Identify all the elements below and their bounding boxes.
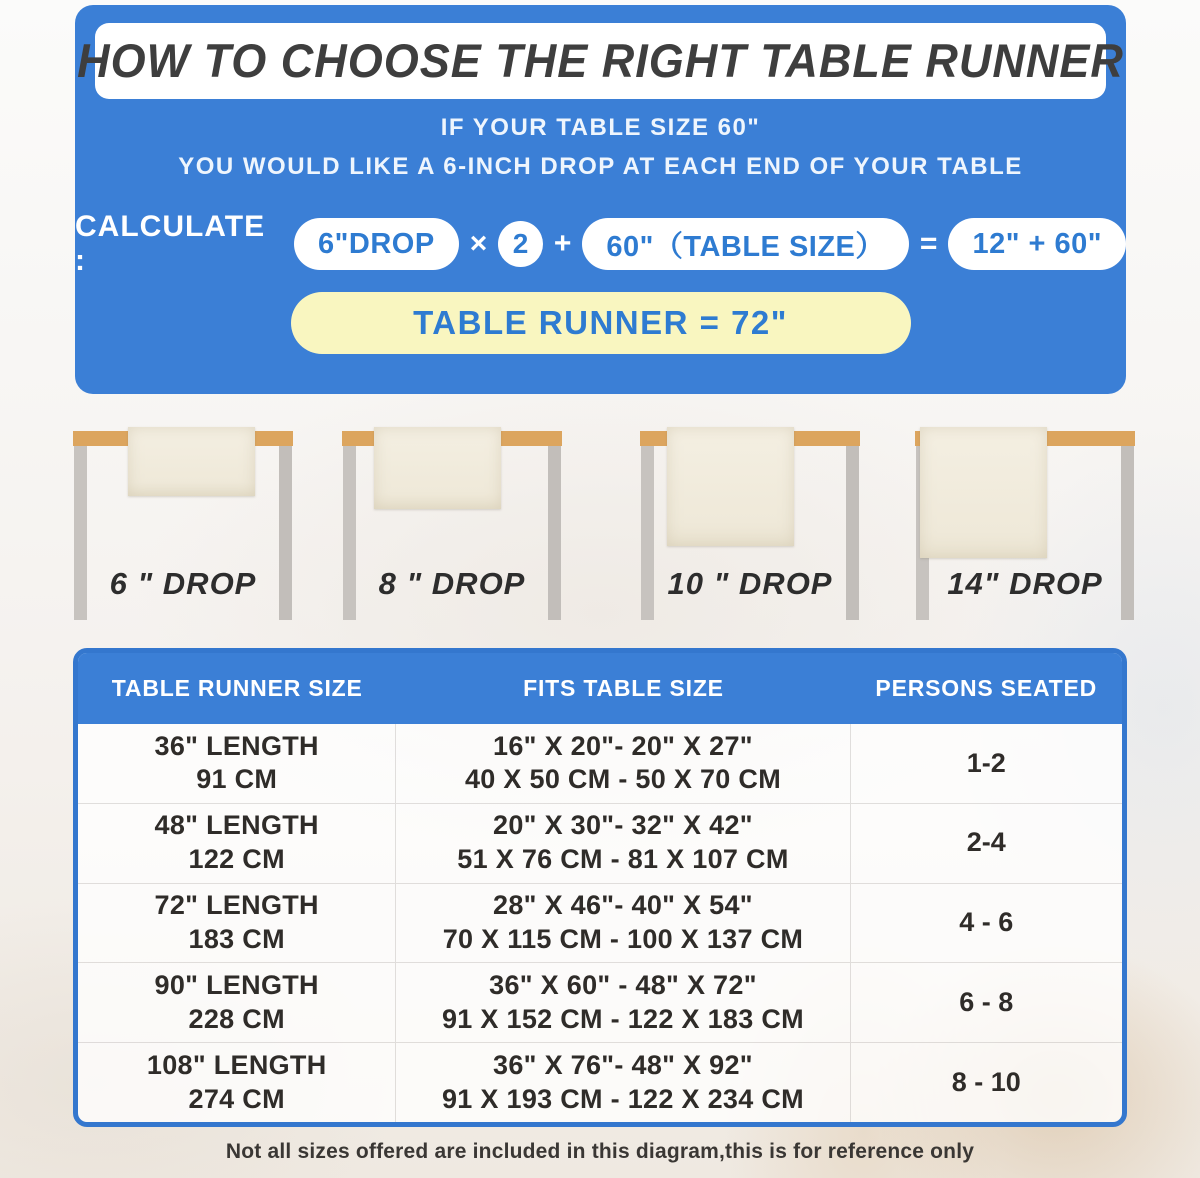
fits-size-inches: 36" X 76"- 48" X 92" [493, 1049, 753, 1080]
table-figure-14-drop [915, 426, 1135, 626]
size-chart-header [78, 653, 1122, 724]
drop-label: 10 " DROP [667, 566, 833, 601]
fits-size-cell [396, 724, 850, 803]
runner-size-inches: 108" LENGTH [146, 1049, 327, 1080]
persons-cell [851, 747, 1122, 781]
reference-disclaimer: Not all sizes offered are included in this diagram,this is for reference only [225, 1140, 975, 1163]
fits-size-cell [396, 804, 850, 883]
persons-count: 8 - 10 [951, 1066, 1021, 1097]
persons-count: 1-2 [966, 747, 1006, 778]
table-runner-illustration [374, 427, 501, 509]
calculate-label: CALCULATE : [75, 210, 266, 277]
runner-size-cm: 91 CM [196, 764, 278, 795]
runner-size-inches: 48" LENGTH [154, 810, 319, 841]
size-chart-panel [73, 648, 1127, 1127]
runner-size-cell [78, 963, 396, 1042]
drop-diagrams [0, 426, 1200, 631]
column-header-fits-table-size: FITS TABLE SIZE [523, 675, 724, 701]
fits-size-cm: 91 X 193 CM - 122 X 234 CM [441, 1083, 804, 1114]
runner-size-cm: 274 CM [188, 1083, 285, 1114]
fits-size-inches: 36" X 60" - 48" X 72" [489, 970, 757, 1001]
fits-size-inches: 20" X 30"- 32" X 42" [493, 810, 753, 841]
table-row [78, 883, 1122, 963]
runner-size-cell [78, 1043, 396, 1122]
intro-panel [75, 5, 1126, 394]
multiply-sign: × [469, 227, 488, 260]
persons-cell [851, 826, 1122, 860]
persons-count: 4 - 6 [959, 907, 1014, 938]
drop-label: 14" DROP [947, 566, 1103, 601]
runner-result-pill: TABLE RUNNER = 72" [291, 292, 911, 354]
plus-sign: + [553, 227, 572, 260]
persons-cell [851, 1066, 1122, 1100]
table-runner-illustration [667, 427, 794, 546]
persons-count: 2-4 [966, 827, 1006, 858]
title-banner [77, 23, 1124, 99]
drop-label: 6 " DROP [109, 566, 257, 601]
fits-size-cell [396, 963, 850, 1042]
runner-size-inches: 90" LENGTH [154, 970, 319, 1001]
table-row [78, 962, 1122, 1042]
persons-cell [851, 906, 1122, 940]
runner-size-cell [78, 804, 396, 883]
drop-label: 8 " DROP [378, 566, 526, 601]
runner-size-cell [78, 884, 396, 963]
runner-size-cm: 183 CM [188, 923, 285, 954]
drop-value-pill: 6"DROP [294, 218, 459, 270]
subtitle-line-2: YOU WOULD LIKE A 6-INCH DROP AT EACH END OF YOUR TABLE [178, 153, 1023, 180]
persons-cell [851, 986, 1122, 1020]
size-chart-body [78, 724, 1122, 1122]
column-header-runner-size: TABLE RUNNER SIZE [111, 675, 363, 701]
sum-pill: 12" + 60" [948, 218, 1126, 270]
fits-size-inches: 28" X 46"- 40" X 54" [493, 890, 753, 921]
fits-size-cm: 70 X 115 CM - 100 X 137 CM [442, 923, 804, 954]
runner-size-cm: 122 CM [188, 844, 285, 875]
column-header-persons-seated: PERSONS SEATED [875, 675, 1098, 701]
table-row [78, 724, 1122, 803]
table-figure-6-drop [73, 426, 293, 626]
fits-size-cm: 51 X 76 CM - 81 X 107 CM [457, 844, 789, 875]
runner-size-inches: 36" LENGTH [154, 730, 319, 761]
table-row [78, 1042, 1122, 1122]
table-runner-illustration [128, 427, 255, 496]
page-title: HOW TO CHOOSE THE RIGHT TABLE RUNNER [77, 33, 1124, 88]
persons-count: 6 - 8 [959, 986, 1014, 1017]
table-row [78, 803, 1122, 883]
fits-size-inches: 16" X 20"- 20" X 27" [493, 730, 753, 761]
equals-sign: = [919, 227, 938, 260]
runner-size-cm: 228 CM [188, 1003, 285, 1034]
fits-size-cm: 40 X 50 CM - 50 X 70 CM [464, 764, 781, 795]
fits-size-cm: 91 X 152 CM - 122 X 183 CM [441, 1003, 804, 1034]
subtitle-line-1: IF YOUR TABLE SIZE 60" [440, 114, 761, 141]
fits-size-cell [396, 884, 850, 963]
table-figure-10-drop [640, 426, 860, 626]
runner-size-cell [78, 724, 396, 803]
runner-size-inches: 72" LENGTH [154, 890, 319, 921]
multiplier-badge: 2 [498, 221, 543, 267]
fits-size-cell [396, 1043, 850, 1122]
table-runner-illustration [920, 427, 1047, 558]
table-figure-8-drop [342, 426, 562, 626]
formula-row [75, 210, 1126, 278]
table-size-pill: 60"（TABLE SIZE） [582, 218, 909, 270]
